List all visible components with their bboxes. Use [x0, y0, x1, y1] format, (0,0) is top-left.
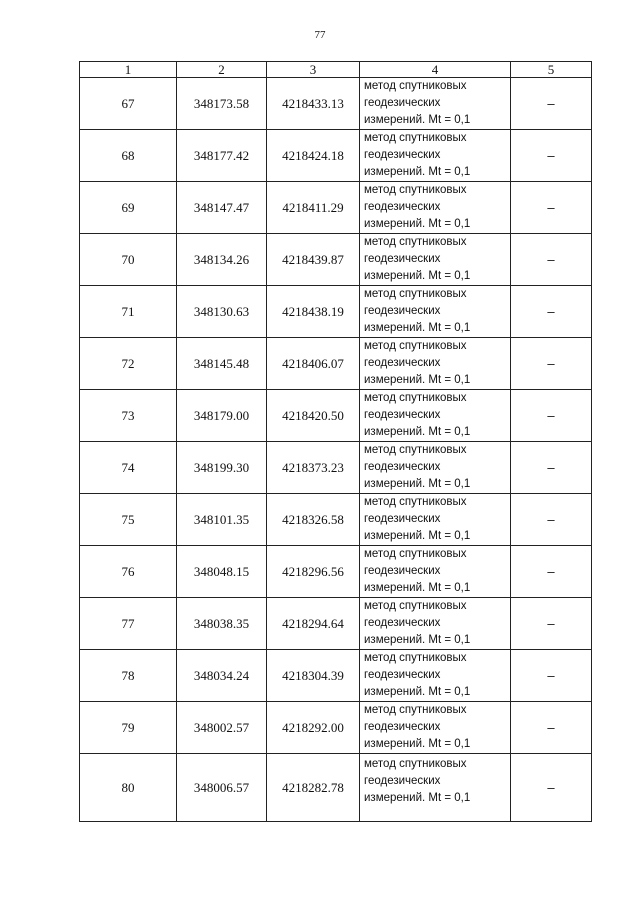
method-line: геодезических — [364, 201, 441, 213]
table-row — [80, 286, 592, 338]
method-cell — [360, 702, 511, 754]
y-coordinate-cell: 4218294.64 — [267, 598, 360, 650]
method-cell — [360, 494, 511, 546]
header-col-3: 3 — [267, 62, 360, 78]
method-line: метод спутниковых — [364, 288, 467, 300]
x-coordinate-cell: 348006.57 — [177, 754, 267, 822]
method-line: метод спутниковых — [364, 496, 467, 508]
method-cell — [360, 234, 511, 286]
method-line: измерений. Mt = 0,1 — [364, 530, 471, 542]
y-coordinate-cell: 4218296.56 — [267, 546, 360, 598]
column-5-cell: – — [511, 182, 592, 234]
method-line: метод спутниковых — [364, 80, 467, 92]
y-coordinate-cell: 4218433.13 — [267, 78, 360, 130]
method-line: геодезических — [364, 617, 441, 629]
table-row — [80, 234, 592, 286]
x-coordinate-cell: 348048.15 — [177, 546, 267, 598]
method-cell — [360, 286, 511, 338]
method-line: метод спутниковых — [364, 548, 467, 560]
point-number-cell: 80 — [80, 754, 177, 822]
y-coordinate-cell: 4218304.39 — [267, 650, 360, 702]
method-line: геодезических — [364, 357, 441, 369]
coordinates-table — [79, 61, 592, 822]
point-number-cell: 69 — [80, 182, 177, 234]
method-line: геодезических — [364, 253, 441, 265]
header-col-2: 2 — [177, 62, 267, 78]
x-coordinate-cell: 348130.63 — [177, 286, 267, 338]
method-line: метод спутниковых — [364, 392, 467, 404]
y-coordinate-cell: 4218438.19 — [267, 286, 360, 338]
column-5-cell: – — [511, 754, 592, 822]
table-header — [80, 62, 592, 78]
x-coordinate-cell: 348199.30 — [177, 442, 267, 494]
point-number-cell: 74 — [80, 442, 177, 494]
point-number-cell: 73 — [80, 390, 177, 442]
header-col-5: 5 — [511, 62, 592, 78]
method-line: измерений. Mt = 0,1 — [364, 686, 471, 698]
y-coordinate-cell: 4218406.07 — [267, 338, 360, 390]
method-cell — [360, 338, 511, 390]
method-line: измерений. Mt = 0,1 — [364, 478, 471, 490]
column-5-cell: – — [511, 702, 592, 754]
method-cell — [360, 78, 511, 130]
method-cell — [360, 130, 511, 182]
table-row — [80, 494, 592, 546]
point-number-cell: 76 — [80, 546, 177, 598]
table-row — [80, 130, 592, 182]
method-cell — [360, 546, 511, 598]
column-5-cell: – — [511, 494, 592, 546]
point-number-cell: 72 — [80, 338, 177, 390]
y-coordinate-cell: 4218424.18 — [267, 130, 360, 182]
method-line: измерений. Mt = 0,1 — [364, 792, 471, 804]
method-line: геодезических — [364, 565, 441, 577]
method-line: измерений. Mt = 0,1 — [364, 270, 471, 282]
header-col-1: 1 — [80, 62, 177, 78]
column-5-cell: – — [511, 78, 592, 130]
method-cell — [360, 598, 511, 650]
column-5-cell: – — [511, 234, 592, 286]
point-number-cell: 79 — [80, 702, 177, 754]
table-row — [80, 650, 592, 702]
method-line: геодезических — [364, 149, 441, 161]
method-cell — [360, 442, 511, 494]
x-coordinate-cell: 348038.35 — [177, 598, 267, 650]
method-cell — [360, 390, 511, 442]
point-number-cell: 78 — [80, 650, 177, 702]
header-row — [80, 62, 592, 78]
method-line: метод спутниковых — [364, 184, 467, 196]
column-5-cell: – — [511, 286, 592, 338]
method-line: геодезических — [364, 305, 441, 317]
method-line: измерений. Mt = 0,1 — [364, 582, 471, 594]
x-coordinate-cell: 348147.47 — [177, 182, 267, 234]
y-coordinate-cell: 4218326.58 — [267, 494, 360, 546]
method-line: геодезических — [364, 409, 441, 421]
x-coordinate-cell: 348002.57 — [177, 702, 267, 754]
method-cell — [360, 182, 511, 234]
method-line: геодезических — [364, 513, 441, 525]
point-number-cell: 67 — [80, 78, 177, 130]
column-5-cell: – — [511, 338, 592, 390]
x-coordinate-cell: 348179.00 — [177, 390, 267, 442]
table-row — [80, 338, 592, 390]
method-line: измерений. Mt = 0,1 — [364, 374, 471, 386]
header-col-4: 4 — [360, 62, 511, 78]
y-coordinate-cell: 4218420.50 — [267, 390, 360, 442]
column-5-cell: – — [511, 390, 592, 442]
table-row — [80, 702, 592, 754]
method-line: измерений. Mt = 0,1 — [364, 166, 471, 178]
method-line: метод спутниковых — [364, 652, 467, 664]
method-line: геодезических — [364, 721, 441, 733]
method-line: метод спутниковых — [364, 758, 467, 770]
method-line: метод спутниковых — [364, 340, 467, 352]
point-number-cell: 75 — [80, 494, 177, 546]
point-number-cell: 71 — [80, 286, 177, 338]
method-line: измерений. Mt = 0,1 — [364, 426, 471, 438]
table-row — [80, 754, 592, 822]
method-line: геодезических — [364, 669, 441, 681]
column-5-cell: – — [511, 130, 592, 182]
x-coordinate-cell: 348101.35 — [177, 494, 267, 546]
method-line: геодезических — [364, 97, 441, 109]
table-row — [80, 546, 592, 598]
table-row — [80, 390, 592, 442]
method-line: измерений. Mt = 0,1 — [364, 218, 471, 230]
method-line: метод спутниковых — [364, 444, 467, 456]
table-row — [80, 182, 592, 234]
y-coordinate-cell: 4218411.29 — [267, 182, 360, 234]
y-coordinate-cell: 4218373.23 — [267, 442, 360, 494]
method-line: измерений. Mt = 0,1 — [364, 738, 471, 750]
x-coordinate-cell: 348134.26 — [177, 234, 267, 286]
y-coordinate-cell: 4218292.00 — [267, 702, 360, 754]
y-coordinate-cell: 4218282.78 — [267, 754, 360, 822]
table-row — [80, 598, 592, 650]
table-body — [80, 78, 592, 822]
column-5-cell: – — [511, 598, 592, 650]
method-line: измерений. Mt = 0,1 — [364, 114, 471, 126]
point-number-cell: 70 — [80, 234, 177, 286]
page-number: 77 — [314, 29, 326, 41]
column-5-cell: – — [511, 442, 592, 494]
point-number-cell: 77 — [80, 598, 177, 650]
method-line: измерений. Mt = 0,1 — [364, 634, 471, 646]
method-line: измерений. Mt = 0,1 — [364, 322, 471, 334]
x-coordinate-cell: 348034.24 — [177, 650, 267, 702]
point-number-cell: 68 — [80, 130, 177, 182]
table-row — [80, 442, 592, 494]
method-line: геодезических — [364, 775, 441, 787]
x-coordinate-cell: 348177.42 — [177, 130, 267, 182]
x-coordinate-cell: 348173.58 — [177, 78, 267, 130]
table-row — [80, 78, 592, 130]
method-line: метод спутниковых — [364, 704, 467, 716]
column-5-cell: – — [511, 546, 592, 598]
method-line: метод спутниковых — [364, 600, 467, 612]
method-cell — [360, 754, 511, 822]
method-line: метод спутниковых — [364, 236, 467, 248]
column-5-cell: – — [511, 650, 592, 702]
y-coordinate-cell: 4218439.87 — [267, 234, 360, 286]
method-line: метод спутниковых — [364, 132, 467, 144]
x-coordinate-cell: 348145.48 — [177, 338, 267, 390]
method-cell — [360, 650, 511, 702]
method-line: геодезических — [364, 461, 441, 473]
